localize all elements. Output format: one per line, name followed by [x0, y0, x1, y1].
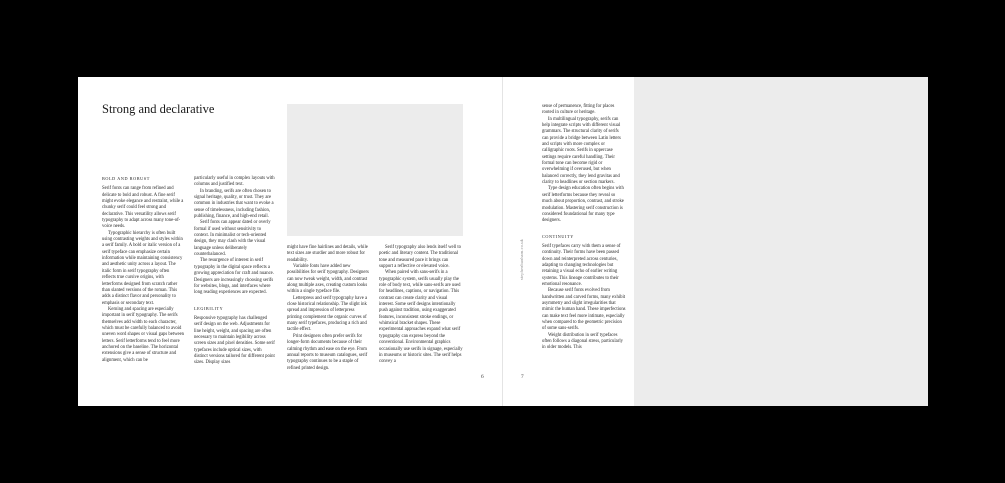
paragraph: Weight distribution in serif typefaces often follows a diagonal stress, particularly in older models. This: [542, 332, 623, 351]
paragraph: particularly useful in complex layouts with columns and justified text.: [194, 176, 275, 188]
paragraph: Serif typefaces carry with them a sense of continuity. Their forms have been passed down and reinterpreted across centuries, adapting to changing technologies but retaining a visual echo of earlier writing systems. This lineage contributes to their emotional resonance.: [542, 243, 621, 287]
page-number-left: 6: [481, 374, 484, 380]
paragraph: Kerning and spacing are especially important in serif typography. The serifs themselves add width to each character, which must be carefully balanced to avoid uneven word shapes or visual gaps between letters. Serif letterforms tend to feel more anchored on the baseline. The horizontal extensions give a sense of structure and alignment, which can be: [102, 306, 185, 363]
paragraph: sense of permanence, fitting for places rooted in culture or heritage.: [542, 104, 615, 116]
paragraph: In multilingual typography, serifs can help integrate scripts with different visual grammars. The structural clarity of serifs can provide a bridge between Latin letters and scripts with more complex or calligraphic roots. Serifs in uppercase settings require careful handling. Their formal tone can become rigid or overwhelming if overused, but when balanced correctly, they lend gravitas and clarity to headlines or section markers.: [542, 116, 621, 186]
paragraph: Typographic hierarchy is often built using contrasting weights and styles within a serif family. A bold or italic version of a serif typeface can emphasize certain information while maintaining consistency and aesthetic unity across a layout. The italic form in serif typography often reflects true cursive origins, with letterforms designed from scratch rather than slanted versions of the roman. This adds a distinct flavor and personality to emphasis or secondary text.: [102, 230, 183, 306]
section-heading: CONTINUITY: [542, 233, 574, 239]
image-placeholder: [287, 104, 463, 236]
section-heading: BOLD AND ROBUST: [102, 176, 150, 181]
paragraph: Because serif fonts evolved from handwritten and carved forms, many exhibit asymmetry and slight irregularities that mimic the human hand. These imperfections can make text feel more intimate, especially when compared to the geometric precision of some sans-serifs.: [542, 288, 626, 332]
column-3: [287, 245, 369, 372]
paragraph: Serif fonts can appear dated or overly formal if used without sensitivity to context. In minimalist or tech-oriented design, they may clash with the visual language unless deliberately counterbalanced.: [194, 220, 271, 258]
paragraph: Responsive typography has challenged serif design on the web. Adjustments for line height, weight, and spacing are often necessary to maintain legibility across screen sizes and pixel densities. Some serif typefaces include optical sizes, with distinct versions tailored for different point sizes. Display sizes: [194, 315, 275, 366]
blank-panel: [634, 77, 928, 406]
paragraph: When paired with sans-serifs in a typographic system, serifs usually play the role of body text, while sans-serifs are used for headlines, captions, or navigation. This contrast can create clarity and visual interest. Some serif designs intentionally push against tradition, using exaggerated features, inconsistent stroke endings, or whimsical bracket shapes. These experimental approaches expand what serif typography can express beyond the conventional. Environmental graphics occasionally use serifs in signage, especially in museums or historic sites. The serif helps convey a: [379, 270, 463, 365]
page-number-right: 7: [521, 374, 524, 380]
section-heading: LEGIBILITY: [194, 305, 224, 311]
column-1: [102, 176, 184, 364]
paragraph: Serif fonts can range from refined and delicate to bold and robust. A fine serif might evoke elegance and restraint, while a chunky serif could feel strong and declarative. This versatility allows serif typography to adapt across many tone-of-voice needs.: [102, 186, 184, 230]
paragraph: Letterpress and serif typography have a close historical relationship. The slight ink spread and impression of letterpress printing complement the organic curves of many serif typefaces, producing a rich and tactile effect.: [287, 295, 368, 333]
paragraph: Variable fonts have added new possibilities for serif typography. Designers can now tweak weight, width, and contrast along multiple axes, creating custom looks within a single typeface file.: [287, 264, 369, 295]
column-5: [542, 104, 626, 352]
column-2: [194, 176, 276, 367]
column-4: [379, 245, 463, 366]
paragraph: The resurgence of interest in serif typography in the digital space reflects a growing appreciation for craft and nuance. Designers are increasingly choosing serifs for websites, blogs, and interfaces where long reading experiences are expected.: [194, 258, 274, 296]
paragraph: In branding, serifs are often chosen to signal heritage, quality, or trust. They are common in industries that want to evoke a sense of timelessness, including fashion, publishing, finance, and high-end retail.: [194, 188, 274, 220]
paragraph: Type design education often begins with serif letterforms because they reveal so much about proportion, contrast, and stroke modulation. Mastering serif construction is considered foundational for many type designers.: [542, 186, 624, 224]
paragraph: Print designers often prefer serifs for longer-form documents because of their calming rhythm and ease on the eye. From annual reports to museum catalogues, serif typography continues to be a staple of refined printed design.: [287, 333, 368, 371]
paragraph: Serif typography also lends itself well to poetic and literary content. The traditional tone and measured pace it brings can support a reflective or elevated voice.: [379, 245, 462, 270]
page-gutter: [502, 77, 503, 406]
vertical-url: stephenbanham.co.uk: [519, 238, 524, 280]
page-title: Strong and declarative: [102, 102, 215, 116]
paragraph: might have fine hairlines and details, while text sizes are sturdier and more robust for readability.: [287, 245, 368, 263]
